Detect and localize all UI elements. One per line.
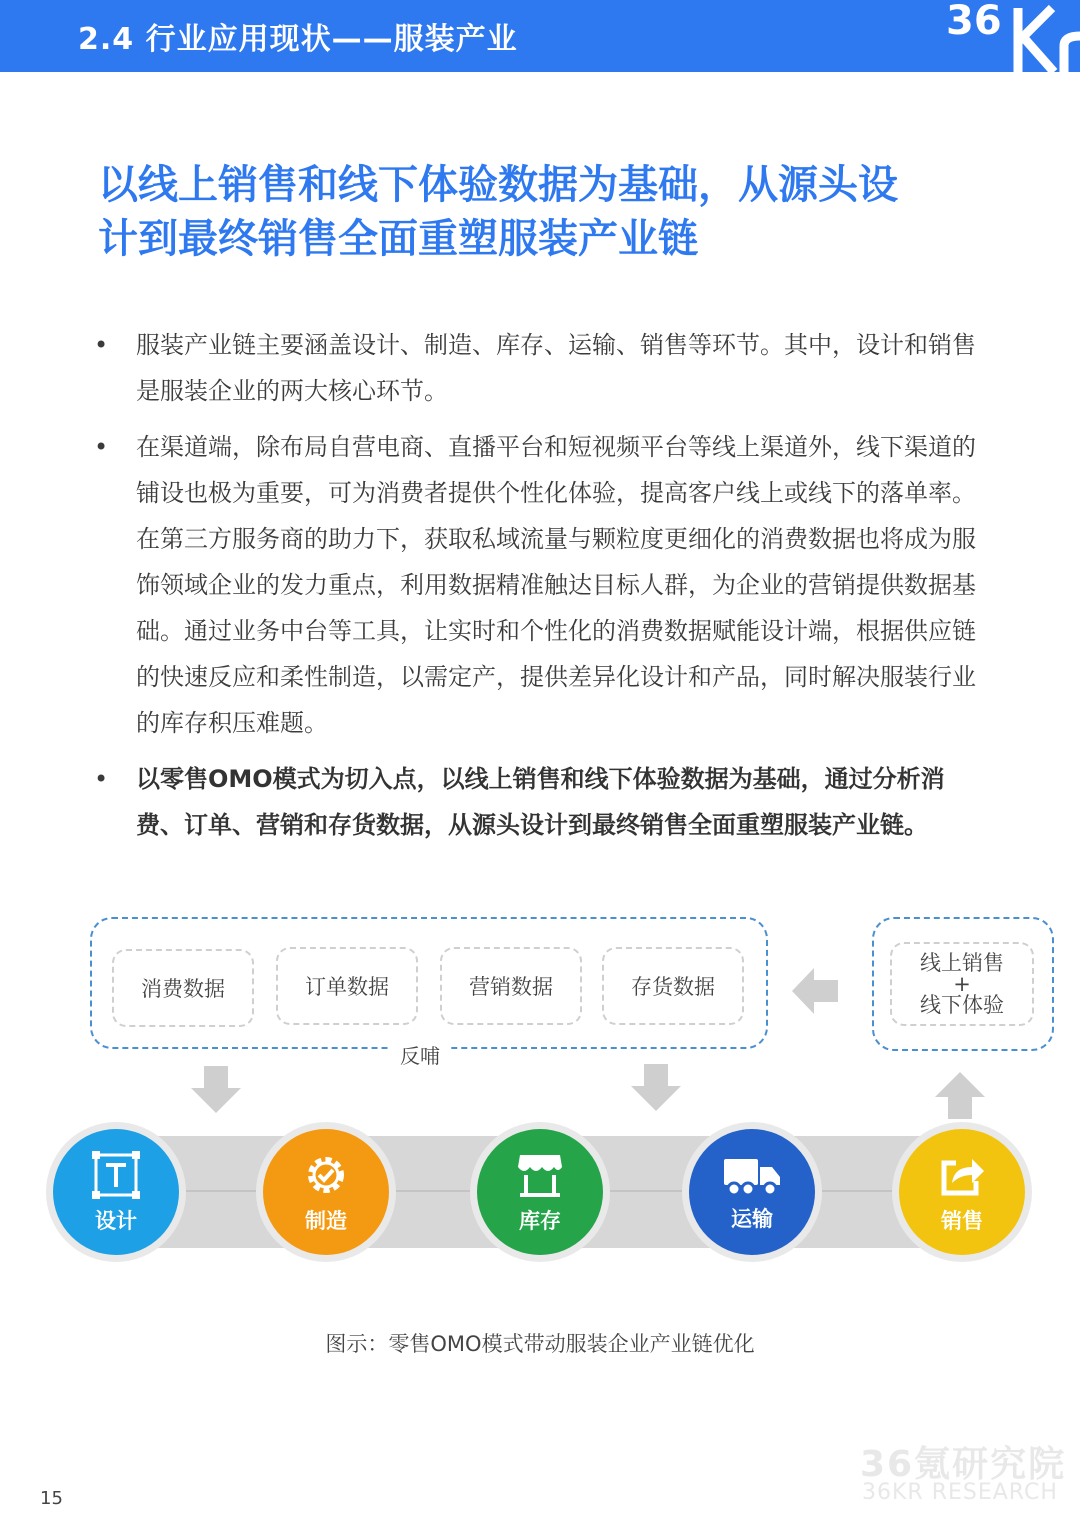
storefront-icon bbox=[514, 1149, 566, 1201]
headline bbox=[98, 158, 998, 266]
bullet-item bbox=[92, 424, 992, 746]
data-box-marketing: 营销数据 bbox=[440, 947, 582, 1025]
stage-design bbox=[46, 1122, 186, 1262]
arrow-up-icon bbox=[934, 1072, 986, 1120]
stage-circle bbox=[53, 1129, 179, 1255]
bullet-dot: • bbox=[94, 765, 109, 793]
stage-label: 库存 bbox=[519, 1209, 561, 1233]
bullet-text: 以零售OMO模式为切入点，以线上销售和线下体验数据为基础，通过分析消费、订单、营销和存货数据，从源头设计到最终销售全面重塑服装产业链。 bbox=[136, 765, 945, 839]
bullet-item bbox=[92, 322, 992, 414]
data-box-order: 订单数据 bbox=[276, 947, 418, 1025]
stage-label: 销售 bbox=[941, 1209, 983, 1233]
section-title: 2.4 行业应用现状——服装产业 bbox=[78, 22, 518, 57]
data-box-consumption: 消费数据 bbox=[112, 949, 254, 1027]
bullet-list bbox=[92, 322, 992, 858]
offline-experience-label: 线下体验 bbox=[920, 993, 1004, 1017]
36kr-logo bbox=[940, 0, 1080, 76]
stage-label: 制造 bbox=[305, 1209, 347, 1233]
stage-sales bbox=[892, 1122, 1032, 1262]
stage-circle bbox=[263, 1129, 389, 1255]
data-box-inventory: 存货数据 bbox=[602, 947, 744, 1025]
svg-text:36: 36 bbox=[946, 0, 1002, 44]
bullet-text: 在渠道端，除布局自营电商、直播平台和短视频平台等线上渠道外，线下渠道的铺设也极为重要，可为消费者提供个性化体验，提高客户线上或线下的落单率。在第三方服务商的助力下，获取私域流量与颗粒度更细化的消费数据也将成为服饰领域企业的发力重点，利用数据精准触达目标人群，为企业的营销提供数据基础。通过业务中台等工具，让实时和个性化的消费数据赋能设计端，根据供应链的快速反应和柔性制造，以需定产，提供差异化设计和产品，同时解决服装行业的库存积压难题。 bbox=[136, 433, 976, 737]
stage-circle bbox=[899, 1129, 1025, 1255]
plus-label: + bbox=[953, 972, 971, 996]
online-sales-label: 线上销售 bbox=[920, 951, 1004, 975]
stage-inventory bbox=[470, 1122, 610, 1262]
headline-line-2: 计到最终销售全面重塑服装产业链 bbox=[98, 216, 698, 262]
stage-label: 运输 bbox=[731, 1207, 773, 1231]
stage-circle bbox=[477, 1129, 603, 1255]
gear-icon bbox=[300, 1149, 352, 1201]
bullet-text: 服装产业链主要涵盖设计、制造、库存、运输、销售等环节。其中，设计和销售是服装企业的两大核心环节。 bbox=[136, 331, 976, 405]
online-offline-inner bbox=[890, 942, 1034, 1026]
bullet-dot: • bbox=[94, 331, 109, 359]
headline-line-1: 以线上销售和线下体验数据为基础，从源头设 bbox=[98, 162, 898, 208]
page-number: 15 bbox=[40, 1488, 63, 1509]
arrow-down-icon bbox=[630, 1064, 682, 1112]
text-frame-icon bbox=[90, 1149, 142, 1201]
arrow-left-icon bbox=[792, 966, 840, 1016]
watermark-cn: 36氪研究院 bbox=[860, 1444, 1067, 1485]
feedback-label: 反哺 bbox=[390, 1040, 450, 1069]
stage-manufacturing bbox=[256, 1122, 396, 1262]
figure-caption: 图示：零售OMO模式带动服装企业产业链优化 bbox=[325, 1332, 755, 1356]
stage-transport bbox=[682, 1122, 822, 1262]
watermark-en: 36KR RESEARCH bbox=[862, 1480, 1058, 1505]
bullet-dot: • bbox=[94, 433, 109, 461]
arrow-down-icon bbox=[190, 1066, 242, 1114]
stage-circle bbox=[689, 1129, 815, 1255]
stage-label: 设计 bbox=[95, 1209, 137, 1233]
bullet-item-emphasis bbox=[92, 756, 992, 848]
truck-icon bbox=[722, 1151, 782, 1199]
share-icon bbox=[936, 1149, 988, 1201]
